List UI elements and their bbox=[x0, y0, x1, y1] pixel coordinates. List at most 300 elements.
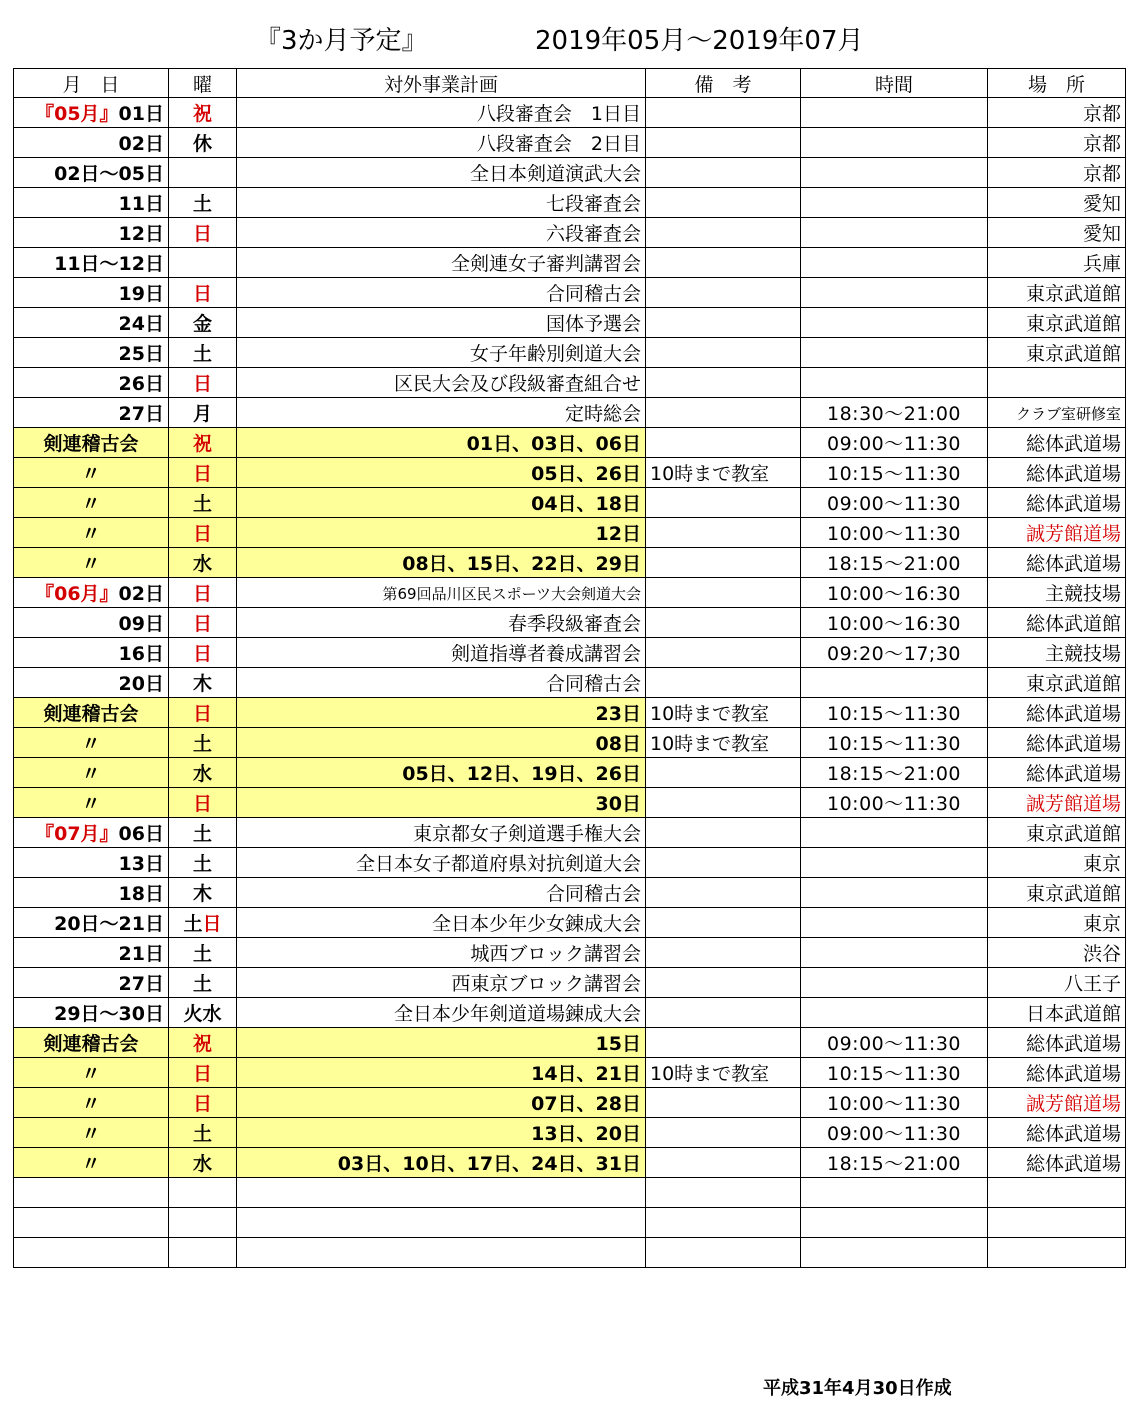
time-text: 09:00～11:30 bbox=[826, 1123, 961, 1145]
place-text: 誠芳館道場 bbox=[1025, 1093, 1121, 1115]
table-row bbox=[14, 608, 1126, 638]
day-of-week-cell bbox=[169, 368, 237, 398]
event-cell bbox=[237, 1178, 646, 1208]
event-cell bbox=[237, 998, 646, 1028]
created-date: 平成31年4月30日作成 bbox=[763, 1378, 952, 1399]
event-cell bbox=[237, 788, 646, 818]
event-cell bbox=[237, 1238, 646, 1268]
table-row bbox=[14, 308, 1126, 338]
event-text: 全日本女子都道府県対抗剣道大会 bbox=[355, 853, 641, 875]
place-cell bbox=[988, 1058, 1126, 1088]
time-cell bbox=[801, 878, 988, 908]
event-text: 07日、28日 bbox=[531, 1093, 641, 1115]
event-text: 剣道指導者養成講習会 bbox=[450, 643, 641, 665]
day-of-week-cell bbox=[169, 188, 237, 218]
day-of-week-text: 金 bbox=[192, 313, 212, 335]
time-cell bbox=[801, 488, 988, 518]
schedule-table bbox=[13, 68, 1126, 1268]
day-of-week-cell bbox=[169, 938, 237, 968]
time-cell bbox=[801, 518, 988, 548]
place-text: 京都 bbox=[1082, 133, 1121, 155]
table-row bbox=[14, 278, 1126, 308]
place-text: 東京武道館 bbox=[1025, 313, 1121, 335]
event-text: 14日、21日 bbox=[531, 1063, 641, 1085]
day-of-week-text: 祝 bbox=[192, 1033, 212, 1055]
event-text: 国体予選会 bbox=[545, 313, 641, 335]
date-cell bbox=[14, 758, 169, 788]
event-text: 城西ブロック講習会 bbox=[470, 943, 641, 965]
time-cell bbox=[801, 248, 988, 278]
event-text: 08日、15日、22日、29日 bbox=[402, 553, 641, 575]
note-text: 10時まで教室 bbox=[650, 733, 770, 755]
day-of-week-text: 土 bbox=[192, 1123, 212, 1145]
table-row bbox=[14, 488, 1126, 518]
note-cell bbox=[646, 1208, 801, 1238]
day-of-week-cell bbox=[169, 1208, 237, 1238]
date-text: 25日 bbox=[118, 343, 164, 365]
place-text: 主競技場 bbox=[1044, 643, 1121, 665]
place-cell bbox=[988, 278, 1126, 308]
day-of-week-cell bbox=[169, 998, 237, 1028]
day-of-week-cell bbox=[169, 818, 237, 848]
event-cell bbox=[237, 758, 646, 788]
day-of-week-text: 土 bbox=[192, 853, 212, 875]
date-text: 〃 bbox=[81, 763, 101, 785]
event-text: 七段審査会 bbox=[545, 193, 641, 215]
time-cell bbox=[801, 1148, 988, 1178]
day-of-week-text: 土 bbox=[192, 943, 212, 965]
time-cell bbox=[801, 998, 988, 1028]
page-title: 『3か月予定』 bbox=[255, 26, 428, 56]
event-cell bbox=[237, 188, 646, 218]
event-text: 08日 bbox=[595, 733, 641, 755]
date-text: 02日 bbox=[118, 583, 164, 605]
event-cell bbox=[237, 578, 646, 608]
table-row bbox=[14, 1058, 1126, 1088]
place-cell bbox=[988, 98, 1126, 128]
date-cell bbox=[14, 608, 169, 638]
header-place: 場 所 bbox=[988, 69, 1126, 98]
day-of-week-cell bbox=[169, 98, 237, 128]
date-text: 〃 bbox=[81, 1153, 101, 1175]
table-header-row bbox=[14, 69, 1126, 98]
place-text: 総体武道場 bbox=[1025, 1033, 1121, 1055]
table-row bbox=[14, 1178, 1126, 1208]
place-cell bbox=[988, 1148, 1126, 1178]
date-cell bbox=[14, 218, 169, 248]
note-cell bbox=[646, 518, 801, 548]
date-text: 09日 bbox=[118, 613, 164, 635]
date-cell bbox=[14, 488, 169, 518]
note-cell bbox=[646, 548, 801, 578]
note-cell bbox=[646, 908, 801, 938]
note-cell bbox=[646, 608, 801, 638]
table-row bbox=[14, 758, 1126, 788]
place-cell bbox=[988, 968, 1126, 998]
day-of-week-text: 日 bbox=[192, 1093, 212, 1115]
place-cell bbox=[988, 188, 1126, 218]
date-text: 24日 bbox=[118, 313, 164, 335]
place-text: 愛知 bbox=[1082, 193, 1121, 215]
schedule-period: 2019年05月～2019年07月 bbox=[535, 26, 864, 56]
place-text: クラブ室研修室 bbox=[1015, 404, 1121, 423]
place-cell bbox=[988, 578, 1126, 608]
date-text: 〃 bbox=[81, 493, 101, 515]
event-text: 30日 bbox=[595, 793, 641, 815]
day-of-week-cell bbox=[169, 1058, 237, 1088]
date-text: 12日 bbox=[118, 223, 164, 245]
event-cell bbox=[237, 698, 646, 728]
date-cell bbox=[14, 938, 169, 968]
event-text: 全剣連女子審判講習会 bbox=[450, 253, 641, 275]
table-row bbox=[14, 1118, 1126, 1148]
day-of-week-text: 日 bbox=[192, 1063, 212, 1085]
table-row bbox=[14, 398, 1126, 428]
table-row bbox=[14, 458, 1126, 488]
header-day-of-week: 曜 bbox=[169, 69, 237, 98]
table-row bbox=[14, 998, 1126, 1028]
day-of-week-text: 土 bbox=[192, 193, 212, 215]
event-cell bbox=[237, 338, 646, 368]
event-text: 05日、12日、19日、26日 bbox=[402, 763, 641, 785]
note-cell bbox=[646, 668, 801, 698]
note-cell bbox=[646, 818, 801, 848]
table-row bbox=[14, 698, 1126, 728]
event-cell bbox=[237, 668, 646, 698]
event-cell bbox=[237, 608, 646, 638]
place-text: 東京 bbox=[1082, 913, 1121, 935]
day-of-week-cell bbox=[169, 158, 237, 188]
month-label: 『05月』 bbox=[35, 103, 119, 125]
event-text: 春季段級審査会 bbox=[507, 613, 641, 635]
time-cell bbox=[801, 218, 988, 248]
event-cell bbox=[237, 158, 646, 188]
note-cell bbox=[646, 248, 801, 278]
place-cell bbox=[988, 878, 1126, 908]
event-cell bbox=[237, 248, 646, 278]
date-text: 02日～05日 bbox=[54, 163, 164, 185]
note-cell bbox=[646, 848, 801, 878]
note-cell bbox=[646, 1118, 801, 1148]
place-cell bbox=[988, 998, 1126, 1028]
table-row bbox=[14, 188, 1126, 218]
date-text: 〃 bbox=[81, 463, 101, 485]
event-cell bbox=[237, 218, 646, 248]
place-cell bbox=[988, 368, 1126, 398]
table-row bbox=[14, 728, 1126, 758]
time-text: 10:15～11:30 bbox=[826, 733, 961, 755]
date-text: 18日 bbox=[118, 883, 164, 905]
date-cell bbox=[14, 968, 169, 998]
event-text: 13日、20日 bbox=[531, 1123, 641, 1145]
event-cell bbox=[237, 638, 646, 668]
table-row bbox=[14, 518, 1126, 548]
day-of-week-text: 日 bbox=[192, 613, 212, 635]
event-cell bbox=[237, 458, 646, 488]
date-text: 01日 bbox=[118, 103, 164, 125]
day-of-week-cell bbox=[169, 638, 237, 668]
day-of-week-text: 祝 bbox=[192, 103, 212, 125]
date-cell bbox=[14, 98, 169, 128]
date-cell bbox=[14, 368, 169, 398]
time-text: 10:00～11:30 bbox=[826, 1093, 961, 1115]
day-of-week-text: 日 bbox=[192, 643, 212, 665]
time-text: 09:00～11:30 bbox=[826, 433, 961, 455]
date-text: 剣連稽古会 bbox=[43, 1033, 139, 1055]
day-of-week-cell bbox=[169, 278, 237, 308]
place-text: 主競技場 bbox=[1044, 583, 1121, 605]
time-cell bbox=[801, 758, 988, 788]
date-text: 剣連稽古会 bbox=[43, 433, 139, 455]
time-cell bbox=[801, 818, 988, 848]
note-cell bbox=[646, 1148, 801, 1178]
event-text: 合同稽古会 bbox=[545, 883, 641, 905]
day-of-week-cell bbox=[169, 218, 237, 248]
note-cell bbox=[646, 308, 801, 338]
date-text: 〃 bbox=[81, 1123, 101, 1145]
event-text: 03日、10日、17日、24日、31日 bbox=[337, 1153, 641, 1175]
date-cell bbox=[14, 1118, 169, 1148]
time-cell bbox=[801, 908, 988, 938]
table-row bbox=[14, 158, 1126, 188]
time-cell bbox=[801, 1208, 988, 1238]
place-cell bbox=[988, 1088, 1126, 1118]
time-cell bbox=[801, 608, 988, 638]
date-text: 20日 bbox=[118, 673, 164, 695]
date-cell bbox=[14, 338, 169, 368]
note-cell bbox=[646, 428, 801, 458]
note-text: 10時まで教室 bbox=[650, 1063, 770, 1085]
time-cell bbox=[801, 1118, 988, 1148]
date-text: 〃 bbox=[81, 733, 101, 755]
event-cell bbox=[237, 368, 646, 398]
day-of-week-cell bbox=[169, 488, 237, 518]
date-text: 26日 bbox=[118, 373, 164, 395]
day-of-week-cell bbox=[169, 518, 237, 548]
date-cell bbox=[14, 998, 169, 1028]
time-text: 18:15～21:00 bbox=[826, 763, 961, 785]
table-row bbox=[14, 218, 1126, 248]
date-text: 剣連稽古会 bbox=[43, 703, 139, 725]
day-of-week-text: 日 bbox=[192, 223, 212, 245]
date-cell bbox=[14, 668, 169, 698]
table-row bbox=[14, 1088, 1126, 1118]
place-cell bbox=[988, 218, 1126, 248]
event-cell bbox=[237, 1148, 646, 1178]
day-of-week-cell bbox=[169, 698, 237, 728]
event-text: 八段審査会 2日目 bbox=[476, 133, 641, 155]
date-text: 27日 bbox=[118, 973, 164, 995]
note-cell bbox=[646, 398, 801, 428]
event-text: 合同稽古会 bbox=[545, 673, 641, 695]
place-cell bbox=[988, 758, 1126, 788]
place-cell bbox=[988, 698, 1126, 728]
table-body bbox=[14, 98, 1126, 1268]
day-of-week-cell bbox=[169, 908, 237, 938]
table-row bbox=[14, 938, 1126, 968]
day-of-week-cell bbox=[169, 1178, 237, 1208]
time-text: 10:00～16:30 bbox=[826, 583, 961, 605]
table-row bbox=[14, 668, 1126, 698]
place-text: 総体武道場 bbox=[1025, 553, 1121, 575]
day-of-week-text: 日 bbox=[192, 523, 212, 545]
date-text: 29日～30日 bbox=[54, 1003, 164, 1025]
table-row bbox=[14, 428, 1126, 458]
event-cell bbox=[237, 1118, 646, 1148]
event-text: 西東京ブロック講習会 bbox=[451, 973, 641, 995]
place-text: 誠芳館道場 bbox=[1025, 523, 1121, 545]
event-cell bbox=[237, 878, 646, 908]
date-cell bbox=[14, 398, 169, 428]
note-cell bbox=[646, 278, 801, 308]
time-cell bbox=[801, 848, 988, 878]
date-cell bbox=[14, 1148, 169, 1178]
table-row bbox=[14, 578, 1126, 608]
event-text: 12日 bbox=[595, 523, 641, 545]
note-cell bbox=[646, 1088, 801, 1118]
day-of-week-text: 土 bbox=[183, 913, 203, 935]
day-of-week-text: 水 bbox=[192, 1153, 212, 1175]
table-row bbox=[14, 368, 1126, 398]
date-cell bbox=[14, 128, 169, 158]
date-cell bbox=[14, 788, 169, 818]
time-text: 10:00～16:30 bbox=[826, 613, 961, 635]
day-of-week-cell bbox=[169, 1118, 237, 1148]
date-cell bbox=[14, 1208, 169, 1238]
time-cell bbox=[801, 728, 988, 758]
time-text: 09:00～11:30 bbox=[826, 493, 961, 515]
place-text: 兵庫 bbox=[1082, 253, 1121, 275]
event-cell bbox=[237, 938, 646, 968]
date-text: 16日 bbox=[118, 643, 164, 665]
place-text: 東京武道館 bbox=[1025, 883, 1121, 905]
table-row bbox=[14, 1028, 1126, 1058]
place-text: 東京武道館 bbox=[1025, 673, 1121, 695]
date-text: 21日 bbox=[118, 943, 164, 965]
place-cell bbox=[988, 728, 1126, 758]
table-row bbox=[14, 128, 1126, 158]
time-text: 18:15～21:00 bbox=[826, 1153, 961, 1175]
time-cell bbox=[801, 398, 988, 428]
day-of-week-cell bbox=[169, 1148, 237, 1178]
day-of-week-text: 土 bbox=[192, 823, 212, 845]
time-cell bbox=[801, 1028, 988, 1058]
event-text: 女子年齢別剣道大会 bbox=[469, 343, 641, 365]
day-of-week-cell bbox=[169, 338, 237, 368]
place-text: 京都 bbox=[1082, 103, 1121, 125]
time-cell bbox=[801, 338, 988, 368]
date-cell bbox=[14, 1028, 169, 1058]
place-cell bbox=[988, 308, 1126, 338]
event-cell bbox=[237, 278, 646, 308]
event-text: 全日本剣道演武大会 bbox=[469, 163, 641, 185]
event-cell bbox=[237, 728, 646, 758]
table-row bbox=[14, 968, 1126, 998]
time-cell bbox=[801, 638, 988, 668]
header-date: 月 日 bbox=[14, 69, 169, 98]
day-of-week-text: 土 bbox=[192, 493, 212, 515]
event-text: 04日、18日 bbox=[531, 493, 641, 515]
place-text: 総体武道場 bbox=[1025, 733, 1121, 755]
place-cell bbox=[988, 488, 1126, 518]
time-text: 10:15～11:30 bbox=[826, 463, 961, 485]
note-cell bbox=[646, 338, 801, 368]
table-row bbox=[14, 788, 1126, 818]
time-cell bbox=[801, 668, 988, 698]
time-cell bbox=[801, 548, 988, 578]
day-of-week-cell bbox=[169, 308, 237, 338]
time-cell bbox=[801, 788, 988, 818]
date-cell bbox=[14, 158, 169, 188]
event-cell bbox=[237, 128, 646, 158]
event-text: 05日、26日 bbox=[531, 463, 641, 485]
event-cell bbox=[237, 818, 646, 848]
date-text: 02日 bbox=[118, 133, 164, 155]
time-cell bbox=[801, 1178, 988, 1208]
place-cell bbox=[988, 908, 1126, 938]
event-text: 第69回品川区民スポーツ大会剣道大会 bbox=[382, 584, 641, 603]
day-of-week-cell bbox=[169, 758, 237, 788]
note-cell bbox=[646, 638, 801, 668]
event-cell bbox=[237, 968, 646, 998]
place-text: 渋谷 bbox=[1082, 943, 1121, 965]
date-cell bbox=[14, 1178, 169, 1208]
table-row bbox=[14, 98, 1126, 128]
time-text: 10:00～11:30 bbox=[826, 523, 961, 545]
table-row bbox=[14, 1238, 1126, 1268]
note-cell bbox=[646, 998, 801, 1028]
event-cell bbox=[237, 1088, 646, 1118]
day-of-week-text: 水 bbox=[192, 553, 212, 575]
date-cell bbox=[14, 248, 169, 278]
event-cell bbox=[237, 848, 646, 878]
place-cell bbox=[988, 608, 1126, 638]
day-of-week-cell bbox=[169, 578, 237, 608]
event-cell bbox=[237, 428, 646, 458]
day-of-week-cell bbox=[169, 728, 237, 758]
place-cell bbox=[988, 128, 1126, 158]
time-text: 18:30～21:00 bbox=[826, 403, 961, 425]
event-text: 区民大会及び段級審査組合せ bbox=[393, 373, 641, 395]
date-cell bbox=[14, 638, 169, 668]
place-cell bbox=[988, 518, 1126, 548]
day-of-week-cell bbox=[169, 248, 237, 278]
place-text: 総体武道場 bbox=[1025, 463, 1121, 485]
place-cell bbox=[988, 398, 1126, 428]
place-cell bbox=[988, 668, 1126, 698]
place-cell bbox=[988, 158, 1126, 188]
event-cell bbox=[237, 488, 646, 518]
day-of-week-cell bbox=[169, 548, 237, 578]
place-cell bbox=[988, 638, 1126, 668]
place-text: 総体武道場 bbox=[1025, 763, 1121, 785]
day-of-week-cell bbox=[169, 608, 237, 638]
day-of-week-text: 日 bbox=[192, 283, 212, 305]
date-cell bbox=[14, 428, 169, 458]
note-cell bbox=[646, 188, 801, 218]
day-of-week-text: 火水 bbox=[183, 1003, 222, 1025]
day-of-week-cell bbox=[169, 968, 237, 998]
date-cell bbox=[14, 728, 169, 758]
header-note: 備 考 bbox=[646, 69, 801, 98]
table-row bbox=[14, 818, 1126, 848]
time-cell bbox=[801, 1058, 988, 1088]
event-cell bbox=[237, 1058, 646, 1088]
event-text: 15日 bbox=[595, 1033, 641, 1055]
time-cell bbox=[801, 1088, 988, 1118]
date-cell bbox=[14, 1058, 169, 1088]
place-text: 誠芳館道場 bbox=[1025, 793, 1121, 815]
